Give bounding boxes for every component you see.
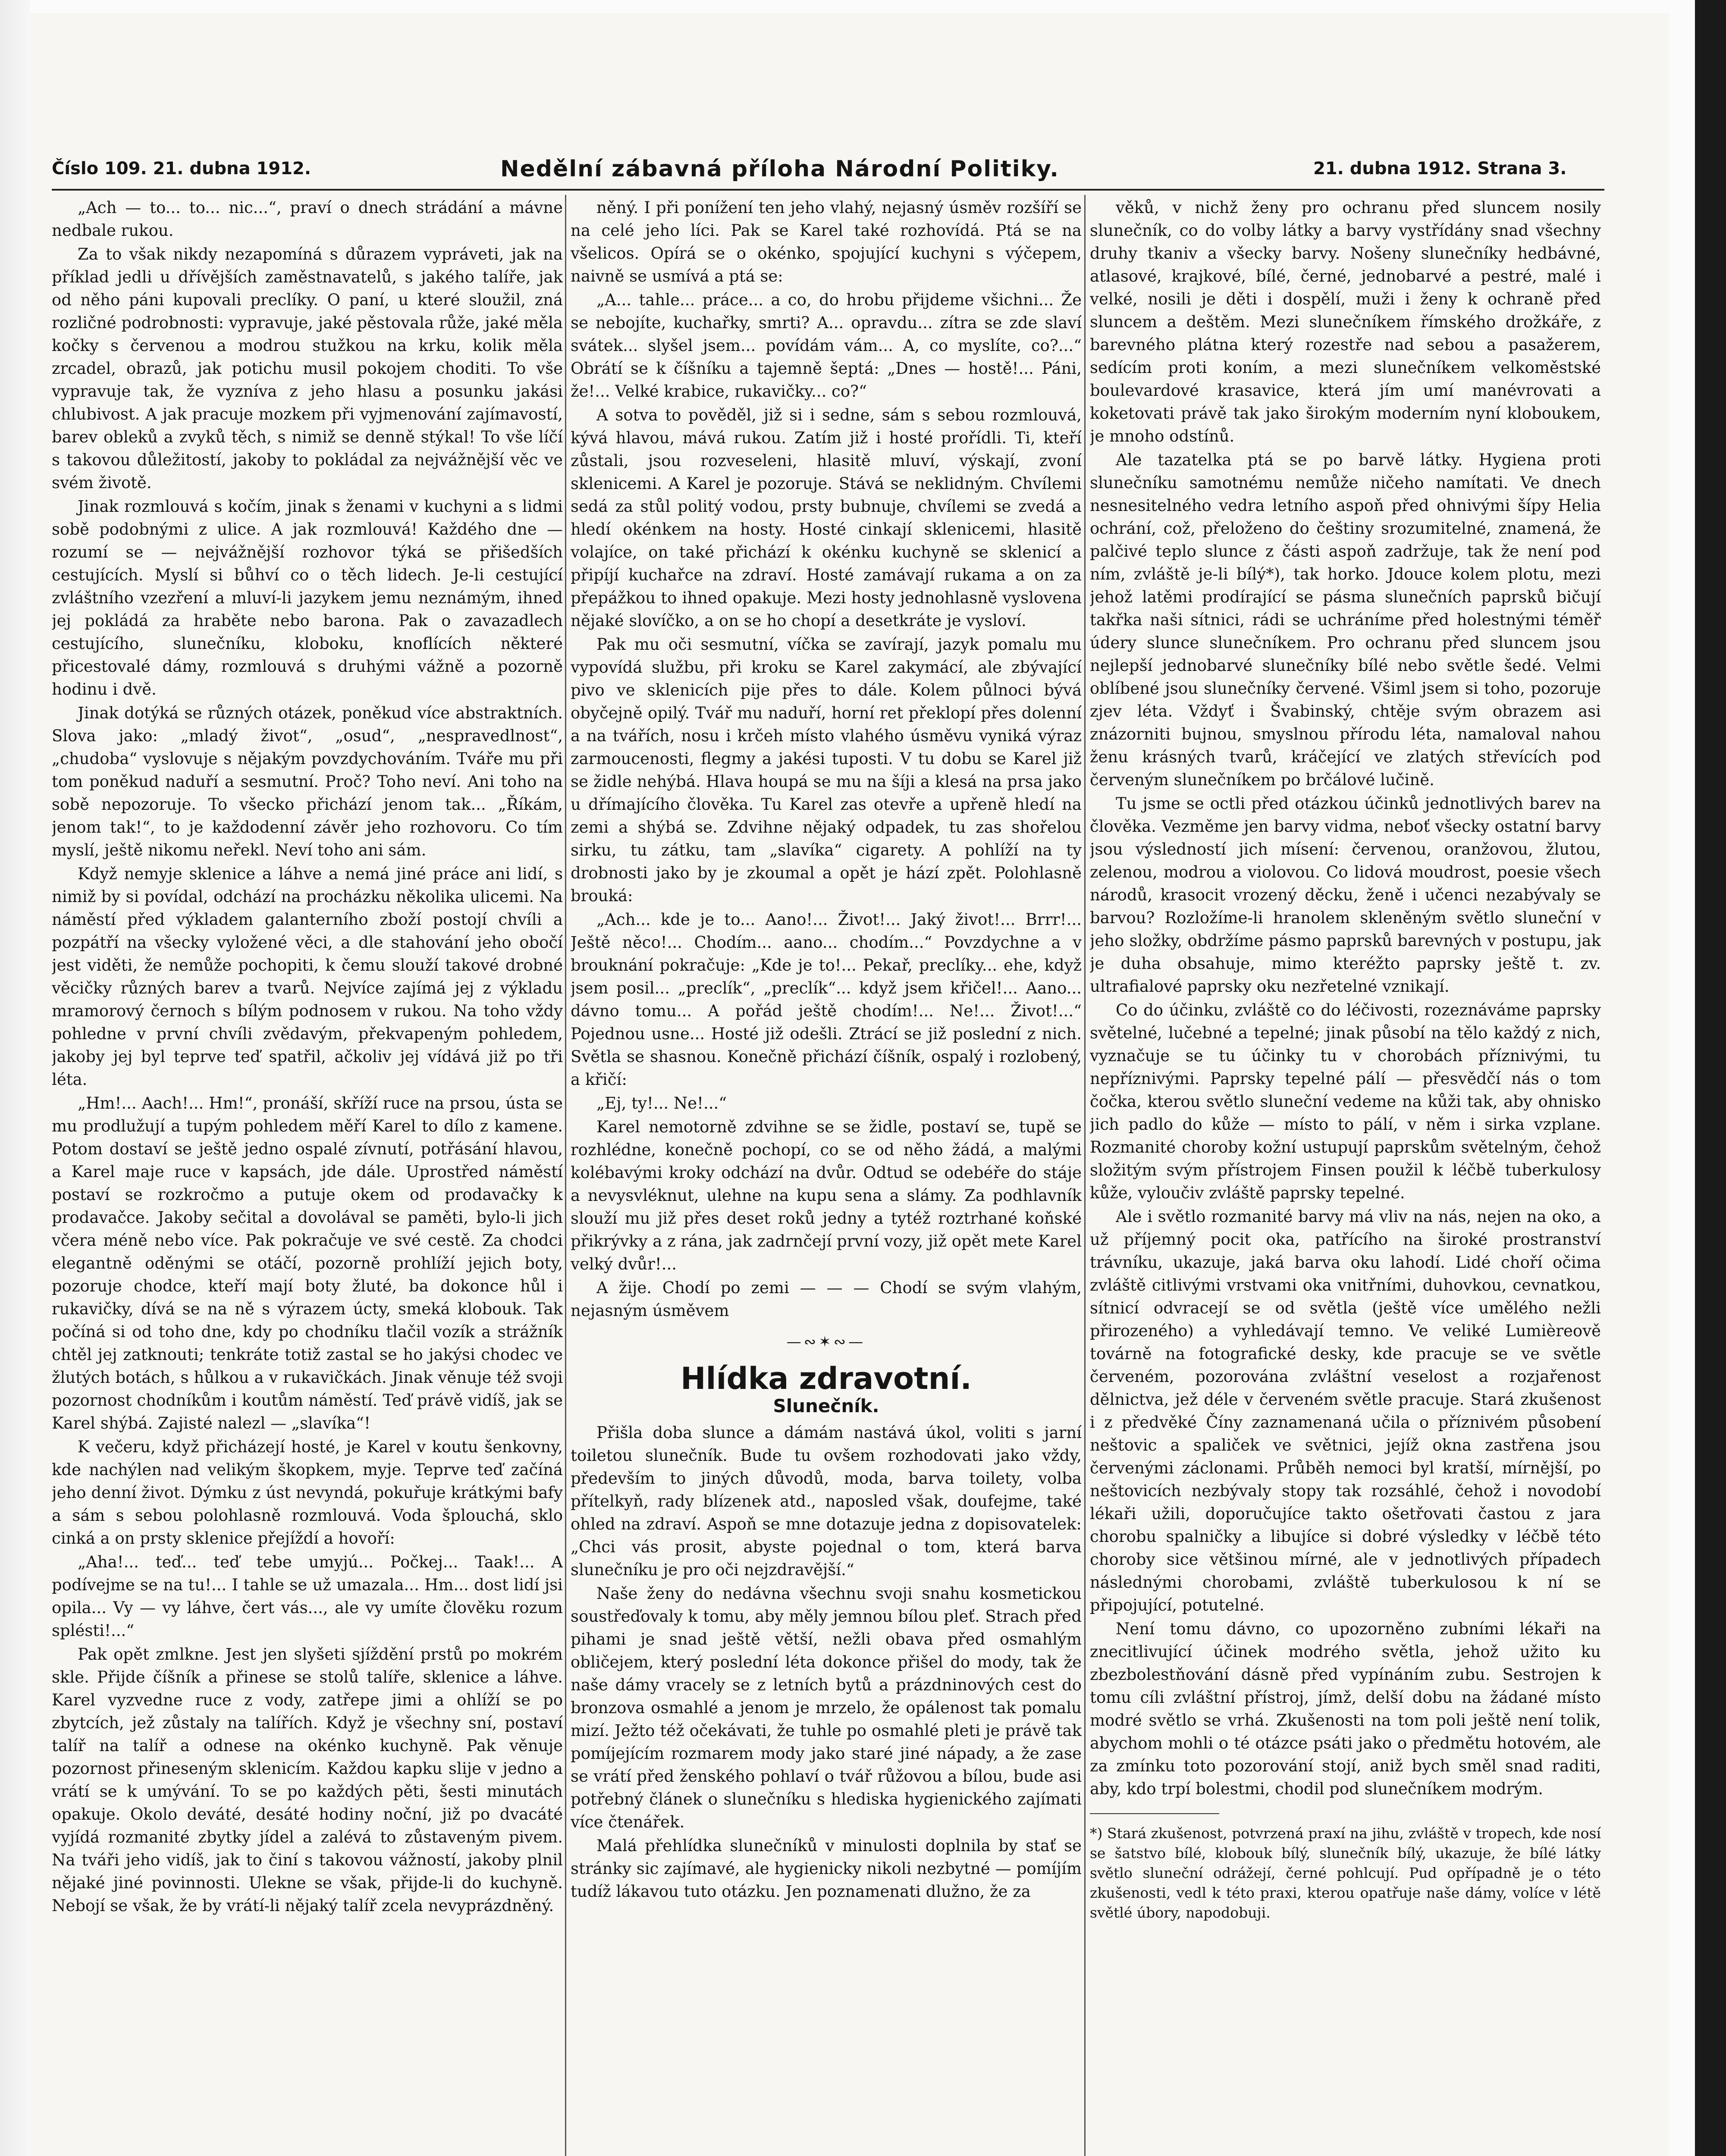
column-1: [52, 196, 563, 2156]
header-page-number: 21. dubna 1912. Strana 3.: [1313, 159, 1567, 179]
paragraph: Ale tazatelka ptá se po barvě látky. Hygiena proti slunečníku samotnému nemůže ničeho namítati. Ve dnech nesnesitelného vedra letního aspoň před ohnivými šípy Helia ochrání, což, přeloženo do češtiny srozumitelné, znamená, že palčivé teplo slunce z části aspoň zadržuje, tak že není pod ním, zvláště je-li bílý*), tak horko. Jdouce kolem plotu, mezi jehož latěmi prodírající se pásma slunečních paprsků bičují takřka naši sítnici, rádi se uchráníme před holestnými téměř údery slunce slunečníkem. Pro ochranu před sluncem jsou nejlepší jednobarvé slunečníky bílé nebo světle šedé. Velmi oblíbené jsou slunečníky červené. Všiml jsem si toho, pozoruje zjev léta. Vždyť i Švabinský, chtěje svým obrazem asi znázorniti bujnou, smyslnou přírodu léta, namaloval nahou ženu krásných tvarů, kráčející ve zlatých střevících pod červeným slunečníkem po brčálové lučině.: [1090, 451, 1601, 789]
paragraph: Není tomu dávno, co upozorněno zubními lékaři na znecitlivující účinek modrého světla, jehož užito ku zbezbolestňování dásně před vypínáním zubu. Sestrojen k tomu cíli zvláštní přístroj, jímž, delší dobu na žádané místo modré světlo se vrhá. Zkušenosti na tom poli ještě není tolik, abychom mohli o té otázce psáti jako o předmětu hotovém, ale za zmínku toto pozorování stojí, aniž bych směl snad raditi, aby, kdo trpí bolestmi, chodil pod slunečníkem modrým.: [1090, 1620, 1601, 1798]
section-title: Hlídka zdravotní.: [680, 1361, 972, 1396]
paragraph: Pak opět zmlkne. Jest jen slyšeti sjíždění prstů po mokrém skle. Přijde číšník a přinese se stolů talíře, sklenice a láhve. Karel vyzvedne ruce z vody, zatřepe jimi a ohlíží se po zbytcích, jež zůstaly na talířích. Když je všechny sní, postaví talíř na talíř a odnese na okénko kuchyně. Pak věnuje pozornost přineseným sklenicím. Každou kapku slije v jedno a vrátí se k umývání. To se po každých pěti, šesti minutách opakuje. Okolo deváté, desáté hodiny noční, již po dvacáté vyjídá rozmanité zbytky jídel a zalévá to zůstaveným pivem. Na tváři jeho vidíš, jak to činí s takovou vážností, jakoby plnil nějaké jiné povinnosti. Ulekne se však, přijde-li do kuchyně. Nebojí se však, že by vrátí-li nějaký talíř zcela nevyprázdněný.: [52, 1645, 563, 1915]
column-3: [1090, 196, 1601, 2156]
column-divider: [1084, 195, 1086, 2156]
paragraph: „Ach — to... to... nic...“, praví o dnech strádání a mávne nedbale rukou.: [52, 198, 563, 240]
page-left-margin: [0, 0, 30, 2156]
paragraph: „Ej, ty!... Ne!...“: [596, 1094, 727, 1112]
paragraph: „Aha!... teď... teď tebe umyjú... Počkej... Taak!... A podívejme se na tu!... I tahle se už umazala... Hm... dost lidí jsi opila... Vy — vy láhve, čert vás..., ale vy umíte člověku rozum splésti!...“: [52, 1553, 563, 1640]
paragraph: Když nemyje sklenice a láhve a nemá jiné práce ani lidí, s nimiž by si povídal, odchází na procházku několika ulicemi. Na náměstí před výkladem galanterního zboží postojí chvíli a pozpátří na všecky vyložené věci, a dle stahování jeho obočí jest viděti, že nemůže pochopiti, k čemu slouží takové drobné věcičky různých barev a tvarů. Nejvíce zajímá jej z výkladu mramorový černoch s bílým podnosem v rukou. Na toho vždy pohledne v první chvíli zvědavým, překvapeným pohledem, jakoby jej byl teprve teď spatřil, ačkoliv jej vídává již po tři léta.: [52, 865, 563, 1089]
header-rule: [52, 189, 1604, 191]
column-2: [571, 196, 1082, 2156]
paragraph: Tu jsme se octli před otázkou účinků jednotlivých barev na člověka. Vezměme jen barvy vidma, neboť všecky ostatní barvy jsou výsledností jich mísení: červenou, oranžovou, žlutou, zelenou, modrou a violovou. Co lidová moudrost, poesie všech národů, krasocit vrozený děcku, ženě i učenci nezabývaly se barvou? Rozložíme-li hranolem skleněným světlo sluneční v jeho složky, obdržíme pásmo paprsků barevných v postupu, jak je duha obsahuje, mimo kteréžto paprsky ještě t. zv. ultrafialové paprsky oku nezřetelné vznikají.: [1090, 794, 1601, 996]
paragraph: Naše ženy do nedávna všechnu svoji snahu kosmetickou soustřeďovaly k tomu, aby měly jemnou bílou pleť. Strach před pihami je snad ještě větší, nežli obava před osmahlým obličejem, který poslední léta dokonce přišel do mody, tak že naše dámy vracely se z letních bytů a prázdninových cest do bronzova osmahlé a jenom je mrzelo, že opálenost tak pomalu mizí. Ježto též očekávati, že tuhle po osmahlé pleti je právě tak pomíjejícím rozmarem mody jako staré jiné nápady, a že zase se vrátí před ženského pohlaví o tvář růžovou a bílou, bude asi potřebný článek o slunečníku s hlediska hygienického zajímati více čtenářek.: [571, 1584, 1082, 1831]
footnote: *) Stará zkušenost, potvrzená praxí na jihu, zvláště v tropech, kde nosí se šatstvo bílé, klobouk bílý, slunečník bílý, ukazuje, že bílé látky světlo sluneční odrážejí, černé pohlcují. Pud opřípadně je o této zkušenosti, vedl k této praxi, kterou opatřuje naše dámy, volíce v létě světlé úbory, napodobuji.: [1090, 1825, 1601, 1921]
paragraph: „Ach... kde je to... Aano!... Život!... Jaký život!... Brrr!... Ještě něco!... Chodím... aano... chodím...“ Povzdychne a v brouknání pokračuje: „Kde je to!... Pekař, preclíky... ehe, když jsem posil... „preclík“, „preclík“... když jsem křičel!... Aano... dávno tomu... A pořád ještě chodím!... Ne!... Život!...“ Pojednou usne... Hosté již odešli. Ztrácí se již poslední z nich. Světla se shasnou. Konečně přichází číšník, ospalý i rozlobený, a křičí:: [571, 910, 1082, 1089]
paragraph: Co do účinku, zvláště co do léčivosti, rozeznáváme paprsky světelné, lučebné a tepelné; jinak působí na tělo každý z nich, vyznačuje se tu účinky tu v chorobách příznivými, tu nepříznivými. Paprsky tepelné pálí — přesvědčí nás o tom čočka, kterou světlo sluneční vedeme na kůži tak, aby ohnisko jich padlo do kůže — místo to pálí, v něm i sirka vzplane. Rozmanité choroby kožní ustupují paprskům světelným, čehož složitým svým přístrojem Finsen použil k léčbě tuberkulosy kůže, vyloučiv zvláště paprsky tepelné.: [1090, 1001, 1601, 1202]
scan-dark-border: [1695, 0, 1726, 2156]
paragraph: Pak mu oči sesmutní, víčka se zavírají, jazyk pomalu mu vypovídá službu, při kroku se Karel zakymácí, ale zbývající pivo ve sklenicích pije přes to dále. Kolem půlnoci bývá obyčejně opilý. Tvář mu naduří, horní ret překlopí přes dolenní a na tvářích, nosu i krčeh místo vlahého úsměvu vyniká výraz zarmoucenosti, flegmy a jakési tuposti. V tu dobu se Karel již se židle nehýbá. Hlava houpá se mu na šíji a klesá na prsa jako u dřímajícího člověka. Tu Karel zas otevře a upřeně hledí na zemi a shýbá se. Zdvihne nějaký odpadek, tu zas shořelou sirku, tu zátku, tam „slavíka“ cigarety. A pohlíží na ty drobnosti jako by je zkoumal a opět je hází zpět. Polohlasně brouká:: [571, 635, 1082, 905]
paragraph: Přišla doba slunce a dámám nastává úkol, voliti s jarní toiletou slunečník. Bude tu ovšem rozhodovati jako vždy, především to jiných důvodů, moda, barva toilety, volba přítelkyň, rady blízenek atd., naposled však, doufejme, také ohled na zdraví. Aspoň se mne dotazuje jedna z dopisovatelek: „Chci vás prosit, abyste pojednal o tom, která barva slunečníku je pro oči nejzdravější.“: [571, 1423, 1082, 1579]
section-ornament: —∾✶∾—: [786, 1333, 866, 1351]
paragraph: K večeru, když přicházejí hosté, je Karel v koutu šenkovny, kde nachýlen nad velikým škopkem, myje. Teprve teď začíná jeho denní život. Dýmku z úst nevyndá, pokuřuje krátkými bafy a sám s sebou polohlasně rozmlouvá. Voda šplouchá, sklo cinká a on prsty sklenice přejíždí a hovoří:: [52, 1438, 563, 1548]
column-divider: [565, 195, 566, 2156]
paragraph: Za to však nikdy nezapomíná s důrazem vypráveti, jak na příklad jedli u dřívějších zaměstnavatelů, s jakého talíře, jak od něho páni kupovali preclíky. O paní, u které sloužil, zná rozličné podrobnosti: vypravuje, jaké pěstovala růže, jaké měla kočky s červenou a modrou stužkou na krku, kolik měla zrcadel, obrazů, jak potichu musil pokojem choditi. To vše vypravuje tak, že vyzníva z jeho hlasu a posunku jakási chlubivost. A jak pracuje mozkem při vyjmenování zajímavostí, barev obleků a zvyků těch, s nimiž se denně stýkal! To vše líčí s takovou důležitostí, jakoby to pokládal za nejvážnější věc ve svém životě.: [52, 245, 563, 492]
paragraph: Karel nemotorně zdvihne se se židle, postaví se, tupě se rozhlédne, konečně pochopí, co se od něho žádá, a malými kolébavými kroky odchází na dvůr. Odtud se odebéře do stáje a nevysvléknut, ulehne na kupu sena a slámy. Za podhlavník slouží mu již přes deset roků jedny a tytéž roztrhané koňské přikrývky a z rána, jak zadrnčejí první vozy, již opět mete Karel velký dvůr!...: [571, 1118, 1082, 1273]
paragraph: „A... tahle... práce... a co, do hrobu přijdeme všichni... Že se nebojíte, kuchařky, smrti? A... opravdu... zítra se zde slaví svátek... slyšel jsem... povídám vám... A, co myslíte, co?...“ Obrátí se k číšníku a tajemně šeptá: „Dnes — hostě!... Páni, že!... Velké krabice, rukavičky... co?“: [571, 291, 1082, 401]
paragraph: A žije. Chodí po zemi — — — Chodí se svým vlahým, nejasným úsměvem: [571, 1279, 1082, 1320]
paragraph: Jinak dotýká se různých otázek, poněkud více abstraktních. Slova jako: „mladý život“, „osud“, „nespravedlnost“, „chudoba“ vyslovuje s nějakým povzdychováním. Tváře mu při tom poněkud naduří a sesmutní. Proč? Toho neví. Ani toho na sobě nepozoruje. To všecko přichází jenom tak... „Říkám, jenom tak!“, to je každodenní závěr jeho rozhovoru. Co tím myslí, ještě nikomu neřekl. Neví toho ani sám.: [52, 704, 563, 859]
paragraph: Malá přehlídka slunečníků v minulosti doplnila by stať se stránky sic zajímavé, ale hygienicky nikoli nezbytné — pomíjím tudíž lákavou tuto otázku. Jen poznamenati dlužno, že za: [571, 1836, 1082, 1901]
paragraph: Jinak rozmlouvá s kočím, jinak s ženami v kuchyni a s lidmi sobě podobnými z ulice. A jak rozmlouvá! Každého dne — rozumí se — nejvážnější rozhovor týká se přišedších cestujících. Myslí si bůhví co o těch lidech. Je-li cestující zvláštního vzezření a mluví-li jazykem jemu neznámým, ihned jej pokládá za hraběte nebo barona. Pak o zavazadlech cestujícího, slunečníku, kloboku, knoflících některé přicestovalé dámy, rozmlouvá s druhými vážně a pozorně hodinu i dvě.: [52, 497, 563, 699]
paragraph: A sotva to pověděl, již si i sedne, sám s sebou rozmlouvá, kývá hlavou, mává rukou. Zatím již i hosté prořídli. Ti, kteří zůstali, jsou rozveseleni, hlasitě mluví, výskají, zvoní sklenicemi. A Karel je pozoruje. Stává se neklidným. Chvílemi sedá za stůl politý vodou, prsty bubnuje, chvílemi se zvedá a hledí okénkem na hosty. Hosté cinkají sklenicemi, hlasitě volajíce, on také přichází k okénku kuchyně se sklenicí a připíjí kuchařce na zdraví. Hosté zamávají rukama a on za přepážkou to ihned opakuje. Mezi hosty jednohlasně vyslovena nějaké slovíčko, a on se ho chopí a desetkráte je vysloví.: [571, 406, 1082, 630]
paragraph: „Hm!... Aach!... Hm!“, pronáší, skříží ruce na prsou, ústa se mu prodlužují a tupým pohledem měří Karel to dílo z kamene. Potom dostaví se ještě jedno ospalé zívnutí, potřásání hlavou, a Karel maje ruce v kapsách, jde dále. Uprostřed náměstí postaví se rozkročmo a putuje okem od prodavačky k prodavačce. Jakoby sečital a dovolával se paměti, bylo-li jich včera méně nebo více. Pak pokračuje ve své cestě. Za chodci elegantně oděnými se otáčí, pozorně prohlíží jejich boty, pozoruje chodce, kteří mají boty žluté, ba dokonce hůl i rukavičky, dívá se na ně s výrazem úcty, smeká klobouk. Tak počíná si od toho dne, kdy po chodníku tlačil vozík a strážník chtěl jej zatknouti; tenkráte totiž zastal se ho jakýsi chodec ve žlutých botách, s hůlkou a v rukavičkách. Jinak věnuje též svoji pozornost chodníkům i koutům náměstí. Teď právě vidíš, jak se Karel shýbá. Zajisté nalezl — „slavíka“!: [52, 1094, 563, 1432]
paragraph: věků, v nichž ženy pro ochranu před sluncem nosily slunečník, co do volby látky a barvy vystřídány snad všechny druhy tkaniv a všecky barvy. Nošeny slunečníky hedbávné, atlasové, krajkové, bílé, černé, jednobarvé a pestré, malé i velké, nosili je děti i dospělí, muži i ženy k ochraně před sluncem a deštěm. Mezi slunečníkem římského drožkáře, z barevného plátna který rozestře nad sebou a pasažerem, sedícím proti koním, a mezi slunečníkem velkoměstské boulevardové krasavice, která jím umí manévrovati a koketovati právě tak jako širokým moderním nyní kloboukem, je mnoho odstínů.: [1090, 198, 1601, 445]
page-header: [52, 156, 1604, 187]
paragraph: něný. I při ponížení ten jeho vlahý, nejasný úsměv rozšíří se na celé jeho líci. Pak se Karel také rozhovídá. Ptá se na všelicos. Opírá se o okénko, spojující kuchyni s výčepem, naivně se usmívá a ptá se:: [571, 198, 1082, 285]
footnote-rule: [1090, 1813, 1219, 1814]
header-issue-date: Číslo 109. 21. dubna 1912.: [52, 159, 311, 179]
article-title: Slunečník.: [773, 1395, 879, 1416]
paragraph: Ale i světlo rozmanité barvy má vliv na nás, nejen na oko, a už příjemný pocit oka, patřícího na široké prostranství trávníku, ukazuje, jaká barva oku lahodí. Lidé choří očima zvláště citlivými vrstvami oka vnitřními, duhovkou, cevnatkou, sítnicí odvracejí se od světla (ještě více umělého nežli přirozeného) a vyhledávají temno. Ve veliké Lumièreově továrně na fotografické desky, kde pracuje se ve světle červeném, pozorována zvláštní veselost a rozjařenost dělnictva, jež déle v červeném světle pracuje. Stará zkušenost i z předvěké Číny zaznamenaná učila o příznivém působení neštovic a spaliček ve světnici, jejíž okna zastřena jsou červenými záclonami. Průběh nemoci byl kratší, mírnější, po neštovicích nezbývaly stopy tak rozsáhlé, čehož i novodobí lékaři užili, doporučujíce takto ošetřovati častou z jara chorobu spalničky a libujíce si dobré výsledky v léčbě této choroby sice většinou mírné, ale v jednotlivých případech následnými chorobami, zvláště tuberkulosou k ní se připojující, potutelné.: [1090, 1207, 1601, 1614]
header-publication-title: Nedělní zábavná příloha Národní Politiky.: [500, 156, 1060, 182]
